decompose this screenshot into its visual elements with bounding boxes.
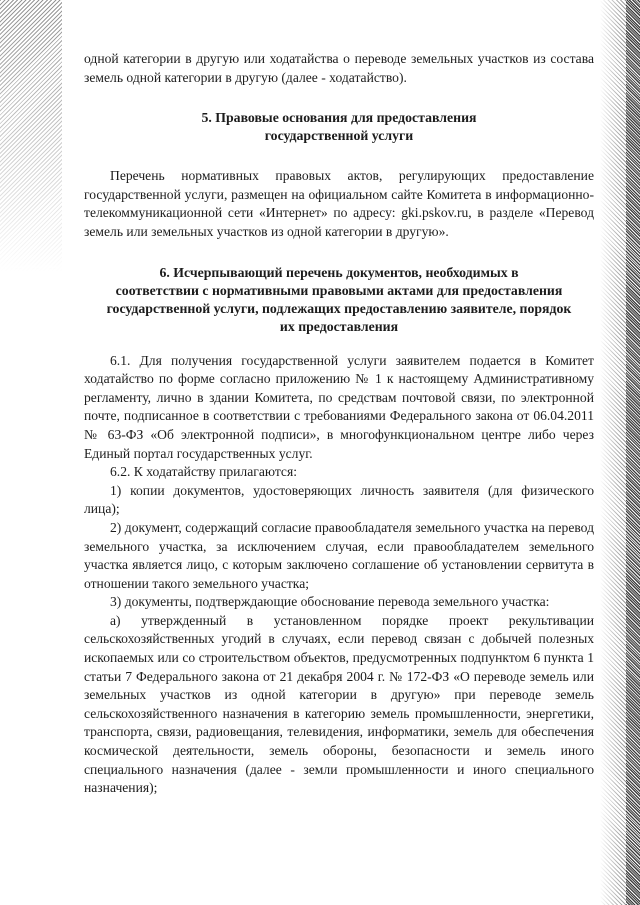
section-6-title-line-3: государственной услуги, подлежащих предоставлению заявителе, порядок xyxy=(106,300,572,316)
section-5-body: Перечень нормативных правовых актов, регулирующих предоставление государственной услуги, размещен на официальном сайте Комитета в информационно-телекоммуникационной сети «Интернет» по адресу: gki.pskov.ru, в разделе «Перевод земель или земельных участков из одной категории в другую». xyxy=(84,168,594,239)
paragraph-6-1: 6.1. Для получения государственной услуги заявителем подается в Комитет ходатайство по форме согласно приложению № 1 к настоящему Административному регламенту, лично в здании Комитета, по средствам почтовой связи, по электронной почте, подписанное в соответствии с требованиями Федерального закона от 06.04.2011 № 63-ФЗ «Об электронной подписи», в многофункциональном центре либо через Единый портал государственных услуг. xyxy=(84,352,594,461)
section-5-heading xyxy=(84,109,594,145)
section-6-title-line-4: их предоставления xyxy=(279,318,399,334)
list-item-3: 3) документы, подтверждающие обоснование перевода земельного участка: xyxy=(110,594,550,610)
section-6-heading xyxy=(84,264,594,336)
list-item-2: 2) документ, содержащий согласие правообладателя земельного участка на перевод земельного участка, за исключением случая, если правообладателем земельного участка является лицо, с которым заключено соглашение об установлении сервитута в отношении такого земельного участка; xyxy=(84,519,594,591)
section-5-title-line-1: 5. Правовые основания для предоставления xyxy=(201,110,477,126)
section-6-title-line-2: соответствии с нормативными правовыми актами для предоставления xyxy=(115,282,563,298)
scan-edge-right-band xyxy=(626,0,640,905)
section-5-title-line-2: государственной услуги xyxy=(264,128,414,144)
section-6-title-line-1: 6. Исчерпывающий перечень документов, необходимых в xyxy=(159,264,519,280)
list-item-1: 1) копии документов, удостоверяющих личность заявителя (для физического лица); xyxy=(84,482,594,517)
scan-shadow-left xyxy=(0,0,62,905)
paragraph-6-2: 6.2. К ходатайству прилагаются: xyxy=(110,464,297,480)
list-item-3a: а) утвержденный в установленном порядке проект рекультивации сельскохозяйственных угодий в случаях, если перевод связан с добычей полезных ископаемых или со строительством объектов, предусмотренных подпунктом 6 пункта 1 статьи 7 Федерального закона от 21 декабря 2004 г. № 172-ФЗ «О переводе земель или земельных участков из одной категории в другую» при переводе земель сельскохозяйственного назначения в категорию земель промышленности, энергетики, транспорта, связи, радиовещания, телевидения, информатики, земель для обеспечения космической деятельности, земель обороны, безопасности и земель иного специального назначения (далее - земли промышленности и иного специального назначения); xyxy=(84,612,594,796)
document-page xyxy=(84,50,594,798)
intro-continuation: одной категории в другую или ходатайства о переводе земельных участков из состава земель одной категории в другую (далее - ходатайство). xyxy=(84,51,594,85)
